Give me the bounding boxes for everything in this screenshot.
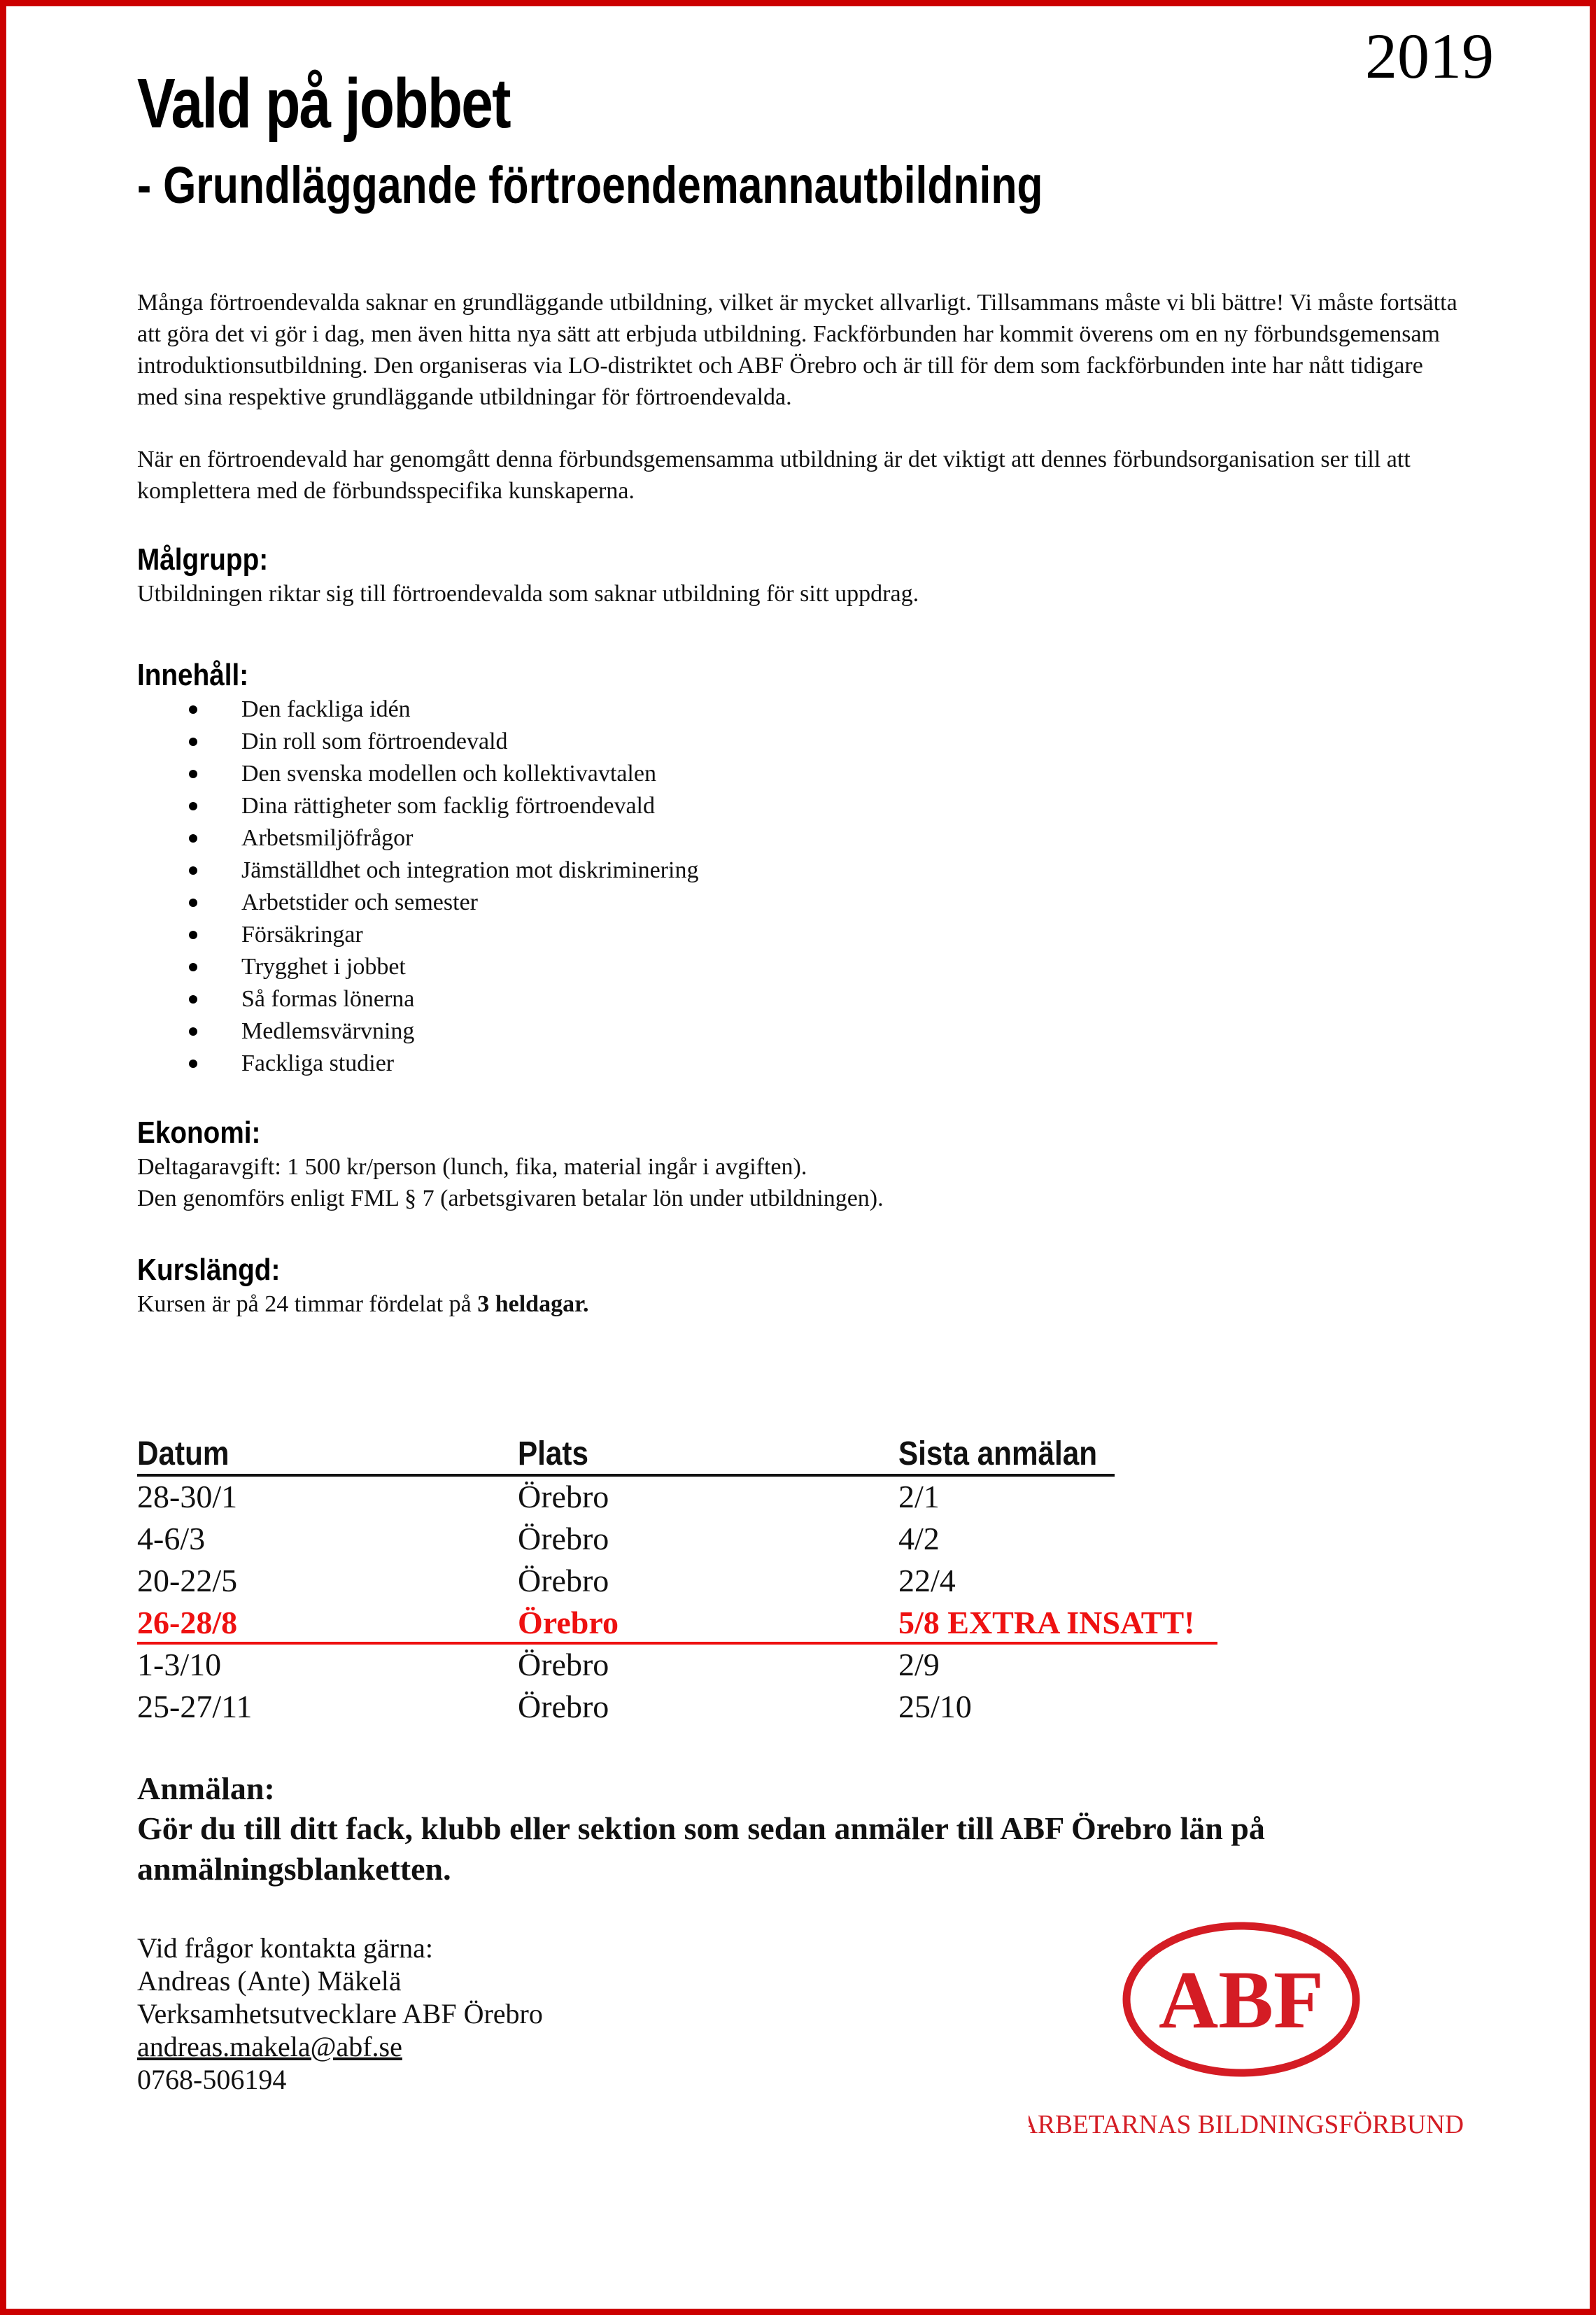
content-list-item — [137, 726, 1467, 758]
cell-deadline: 25/10 — [898, 1689, 972, 1724]
content-item-text: Dina rättigheter som facklig förtroendevald — [241, 793, 655, 819]
intro-text-1: Många förtroendevalda saknar en grundläggande utbildning, vilket är mycket allvarligt. Tillsammans måste vi bli bättre! Vi måste fortsätta att göra det vi gör i dag, men även hitta nya sätt att erbjuda utbildning. Fackförbunden har kommit överens om en ny förbundsgemensam introduktionsutbildning. Den organiseras via LO-distriktet och ABF Örebro och är till för dem som fackförbunden inte har nått tidigare med sina respektive grundläggande utbildningar för förtroendevalda. — [137, 290, 1457, 410]
content-list-item — [137, 1015, 1467, 1048]
duration-text-normal: Kursen är på 24 timmar fördelat på — [137, 1291, 478, 1317]
section-signup — [137, 1769, 1502, 1890]
economy-fml: Den genomförs enligt FML § 7 (arbetsgivaren betalar lön under utbildningen). — [137, 1185, 884, 1211]
bullet-icon — [189, 931, 197, 939]
logo-letters: ABF — [1159, 1954, 1324, 2046]
content-list-item — [137, 758, 1467, 790]
header-deadline: Sista anmälan — [898, 1435, 1098, 1472]
abf-logo-mark — [1029, 1914, 1476, 2145]
schedule-row — [137, 1561, 1229, 1603]
abf-logo — [1029, 1914, 1476, 2145]
content-list-item — [137, 694, 1467, 726]
content-list-item — [137, 887, 1467, 919]
schedule-row — [137, 1477, 1229, 1519]
cell-date: 25-27/11 — [137, 1689, 253, 1724]
content-item-text: Så formas lönerna — [241, 986, 415, 1012]
target-group-text: Utbildningen riktar sig till förtroendevalda som saknar utbildning för sitt uppdrag. — [137, 581, 919, 607]
bullet-icon — [189, 1060, 197, 1068]
page-subtitle: - Grundläggande förtroendemannautbildning — [137, 156, 1043, 214]
cell-date: 20-22/5 — [137, 1563, 238, 1598]
content-item-text: Den fackliga idén — [241, 696, 411, 722]
duration-heading: Kurslängd: — [137, 1253, 281, 1287]
bullet-icon — [189, 738, 197, 746]
schedule-header — [137, 1435, 1229, 1477]
header-place: Plats — [518, 1435, 588, 1472]
contact-phone: 0768-506194 — [137, 2064, 287, 2095]
section-target-group — [137, 542, 1467, 610]
content-list — [137, 694, 1467, 1080]
content-item-text: Arbetstider och semester — [241, 889, 478, 915]
schedule-table — [137, 1435, 1229, 1729]
cell-place: Örebro — [518, 1647, 609, 1682]
intro-text-2: När en förtroendevald har genomgått denna förbundsgemensamma utbildning är det viktigt att dennes förbundsorganisation ser till att komplettera med de förbundsspecifika kunskaperna. — [137, 446, 1411, 504]
content-item-text: Fackliga studier — [241, 1050, 395, 1076]
cell-deadline: 2/1 — [898, 1479, 940, 1514]
bullet-icon — [189, 1027, 197, 1036]
logo-tagline: ARBETARNAS BILDNINGSFÖRBUND — [1029, 2110, 1464, 2139]
schedule-row — [137, 1519, 1229, 1561]
cell-place: Örebro — [518, 1521, 609, 1556]
schedule-row — [137, 1603, 1229, 1645]
cell-deadline: 2/9 — [898, 1647, 940, 1682]
bullet-icon — [189, 995, 197, 1004]
content-list-item — [137, 1048, 1467, 1080]
section-economy — [137, 1115, 1467, 1214]
schedule-rows — [137, 1477, 1229, 1729]
content-item-text: Din roll som förtroendevald — [241, 729, 508, 754]
content-item-text: Jämställdhet och integration mot diskriminering — [241, 857, 699, 883]
content-item-text: Arbetsmiljöfrågor — [241, 825, 414, 851]
contact-block — [137, 1931, 543, 2096]
signup-text: Gör du till ditt fack, klubb eller sektion som sedan anmäler till ABF Örebro län på anmälningsblanketten. — [137, 1810, 1265, 1887]
cell-date: 28-30/1 — [137, 1479, 238, 1514]
duration-text-bold: 3 heldagar. — [477, 1291, 589, 1317]
contact-role: Verksamhetsutvecklare ABF Örebro — [137, 1998, 543, 2029]
contact-name: Andreas (Ante) Mäkelä — [137, 1965, 402, 1997]
content-list-item — [137, 983, 1467, 1015]
bullet-icon — [189, 834, 197, 843]
header-date: Datum — [137, 1435, 229, 1472]
page-title: Vald på jobbet — [137, 64, 510, 143]
bullet-icon — [189, 963, 197, 971]
content-item-text: Medlemsvärvning — [241, 1018, 415, 1044]
intro-paragraph-1 — [137, 287, 1467, 413]
bullet-icon — [189, 770, 197, 778]
bullet-icon — [189, 866, 197, 875]
content-heading: Innehåll: — [137, 658, 249, 692]
content-list-item — [137, 919, 1467, 951]
content-item-text: Försäkringar — [241, 922, 363, 948]
cell-deadline: 4/2 — [898, 1521, 940, 1556]
schedule-row — [137, 1687, 1229, 1729]
intro-paragraph-2 — [137, 444, 1467, 507]
content-list-item — [137, 822, 1467, 854]
economy-heading: Ekonomi: — [137, 1116, 261, 1150]
signup-heading: Anmälan: — [137, 1771, 275, 1806]
contact-email-link[interactable]: andreas.makela@abf.se — [137, 2031, 402, 2062]
section-duration — [137, 1252, 1467, 1320]
cell-place: Örebro — [518, 1563, 609, 1598]
content-list-item — [137, 790, 1467, 822]
cell-place: Örebro — [518, 1689, 609, 1724]
cell-place: Örebro — [518, 1605, 619, 1640]
content-list-item — [137, 854, 1467, 887]
duration-text — [137, 1288, 1467, 1320]
economy-fee: Deltagaravgift: 1 500 kr/person (lunch, fika, material ingår i avgiften). — [137, 1154, 807, 1180]
content-item-text: Trygghet i jobbet — [241, 954, 406, 980]
content-item-text: Den svenska modellen och kollektivavtalen — [241, 761, 656, 787]
bullet-icon — [189, 899, 197, 907]
year-label: 2019 — [1365, 20, 1494, 92]
target-group-heading: Målgrupp: — [137, 542, 269, 577]
cell-deadline: 22/4 — [898, 1563, 956, 1598]
section-content — [137, 657, 1467, 1080]
contact-intro: Vid frågor kontakta gärna: — [137, 1932, 433, 1964]
cell-date: 4-6/3 — [137, 1521, 206, 1556]
cell-place: Örebro — [518, 1479, 609, 1514]
cell-date: 1-3/10 — [137, 1647, 222, 1682]
bullet-icon — [189, 802, 197, 810]
main-content — [137, 287, 1467, 1320]
schedule-row — [137, 1645, 1229, 1687]
content-list-item — [137, 951, 1467, 983]
cell-date: 26-28/8 — [137, 1605, 238, 1640]
bullet-icon — [189, 705, 197, 714]
cell-deadline: 5/8 EXTRA INSATT! — [898, 1605, 1195, 1640]
